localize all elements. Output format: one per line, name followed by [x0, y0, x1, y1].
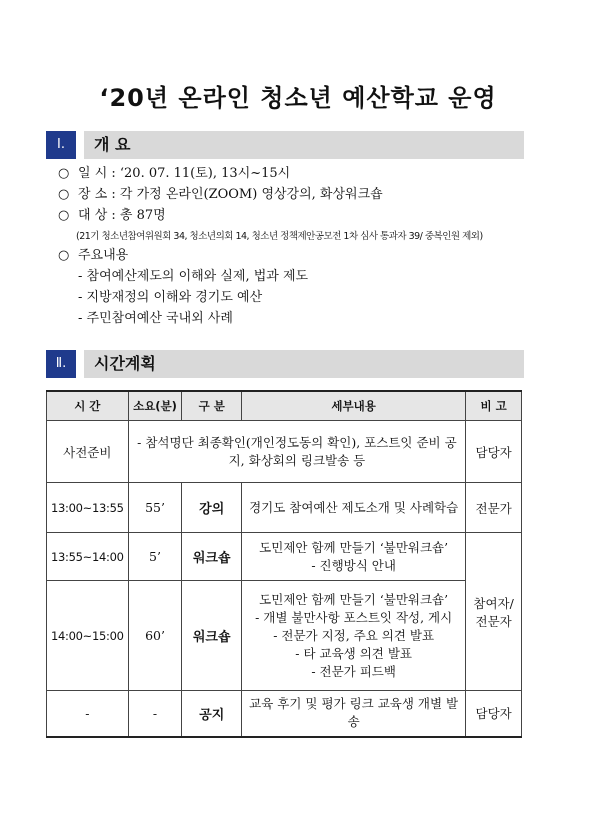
detail-line: - 전문가 피드백 — [311, 663, 396, 679]
topic-item: - 참여예산제도의 이해와 실제, 법과 제도 — [78, 269, 309, 284]
schedule-table — [46, 390, 522, 738]
cell-details — [242, 581, 466, 691]
cell-type: 워크숍 — [182, 533, 242, 581]
detail-line: - 개별 불만사항 포스트잇 작성, 게시 — [255, 609, 453, 625]
header-details: 세부내용 — [242, 391, 466, 421]
cell-duration: - — [128, 691, 182, 737]
cell-note: 참여자/ 전문자 — [466, 533, 522, 691]
section-header-overview — [46, 131, 524, 159]
overview-location — [58, 187, 383, 203]
cell-duration: 55’ — [128, 483, 182, 533]
cell-duration: 60’ — [128, 581, 182, 691]
target-breakdown-note: (21기 청소년참여위원회 34, 청소년의회 14, 청소년 정책제안공모전 1차 심사 통과자 39/ 중복인원 제외) — [76, 231, 483, 242]
overview-line-text: 주요내용 — [78, 248, 129, 263]
header-time: 시 간 — [47, 391, 129, 421]
table-row — [47, 483, 522, 533]
header-type: 구 분 — [182, 391, 242, 421]
circle-bullet: ○ — [58, 166, 70, 181]
cell-details — [242, 483, 466, 533]
cell-note: 담당자 — [466, 421, 522, 483]
overview-line-text: 대 상 : 총 87명 — [78, 208, 166, 223]
section-header-schedule — [46, 350, 524, 378]
table-row — [47, 691, 522, 737]
table-row — [47, 533, 522, 581]
section-number: Ⅰ. — [46, 131, 76, 159]
cell-time: 13:00~13:55 — [47, 483, 129, 533]
cell-time: - — [47, 691, 129, 737]
table-row-prep — [47, 421, 522, 483]
detail-line: 도민제안 함께 만들기 ‘불만워크숍’ — [259, 591, 449, 607]
topic-item: - 지방재정의 이해와 경기도 예산 — [78, 290, 263, 305]
cell-details: - 참석명단 최종확인(개인정도동의 확인), 포스트잇 준비 공지, 화상회의 링크발송 등 — [128, 421, 466, 483]
cell-time: 14:00~15:00 — [47, 581, 129, 691]
section-title: 개 요 — [84, 131, 524, 159]
table-row — [47, 581, 522, 691]
cell-note: 전문가 — [466, 483, 522, 533]
table-header-row — [47, 391, 522, 421]
circle-bullet: ○ — [58, 208, 70, 223]
detail-line: 교육 후기 및 평가 링크 교육생 개별 발송 — [249, 696, 459, 730]
cell-time: 13:55~14:00 — [47, 533, 129, 581]
overview-datetime — [58, 166, 290, 182]
overview-target — [58, 208, 166, 224]
cell-duration: 5’ — [128, 533, 182, 581]
section-number: Ⅱ. — [46, 350, 76, 378]
overview-topics-head — [58, 248, 128, 264]
cell-note: 담당자 — [466, 691, 522, 737]
topic-item: - 주민참여예산 국내외 사례 — [78, 311, 233, 326]
cell-type: 워크숍 — [182, 581, 242, 691]
detail-line: 경기도 참여예산 제도소개 및 사례학습 — [249, 499, 459, 515]
section-title: 시간계획 — [84, 350, 524, 378]
cell-details — [242, 691, 466, 737]
header-note: 비 고 — [466, 391, 522, 421]
header-duration: 소요(분) — [128, 391, 182, 421]
overview-line-text: 장 소 : 각 가정 온라인(ZOOM) 영상강의, 화상워크숍 — [78, 187, 383, 202]
circle-bullet: ○ — [58, 187, 70, 202]
cell-type: 강의 — [182, 483, 242, 533]
page-title: ‘20년 온라인 청소년 예산학교 운영 — [99, 84, 497, 112]
detail-line: - 타 교육생 의견 발표 — [295, 645, 412, 661]
detail-line: - 전문가 지정, 주요 의견 발표 — [273, 627, 435, 643]
cell-time: 사전준비 — [47, 421, 129, 483]
overview-line-text: 일 시 : ‘20. 07. 11(토), 13시~15시 — [78, 166, 291, 181]
cell-details — [242, 533, 466, 581]
detail-line: 도민제안 함께 만들기 ‘불만워크숍’ — [259, 539, 449, 555]
circle-bullet: ○ — [58, 248, 70, 263]
cell-type: 공지 — [182, 691, 242, 737]
detail-line: - 진행방식 안내 — [311, 557, 396, 573]
